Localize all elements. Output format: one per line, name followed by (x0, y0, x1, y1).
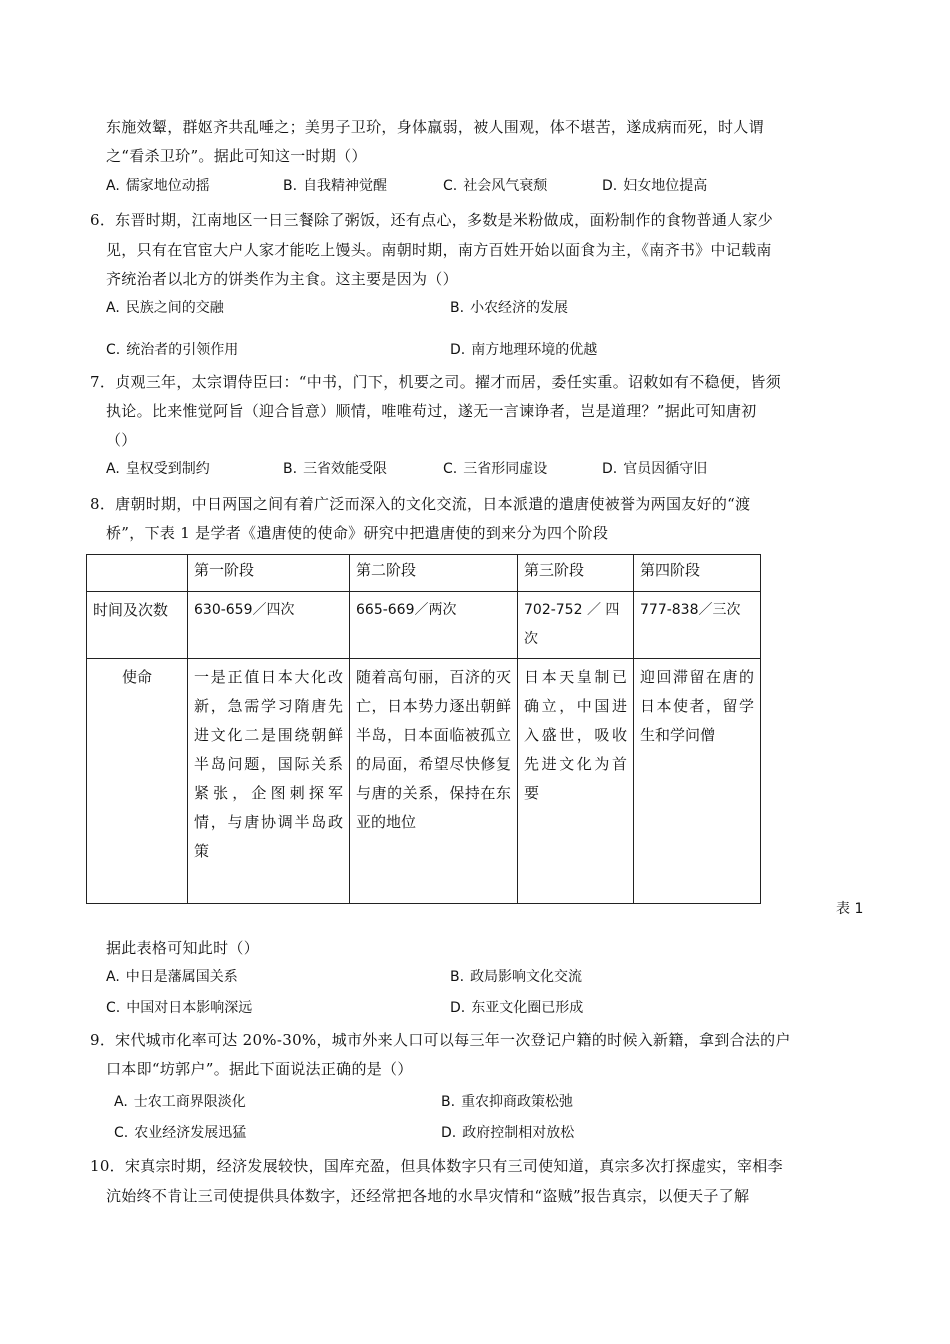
q9-option-c[interactable]: C. 农业经济发展迅猛 (114, 1125, 247, 1141)
q7-option-d[interactable]: D. 官员因循守旧 (602, 461, 708, 477)
q5-stem-line-2: 之“看杀卫玠”。据此可知这一时期（） (106, 147, 367, 165)
q9-option-d[interactable]: D. 政府控制相对放松 (441, 1125, 575, 1141)
q6-option-d[interactable]: D. 南方地理环境的优越 (450, 342, 598, 358)
table-cell: 630-659／四次 (188, 592, 350, 659)
table-header-stage-3: 第三阶段 (518, 555, 634, 592)
table-header-stage-4: 第四阶段 (634, 555, 761, 592)
table-cell: 随着高句丽，百济的灭亡，日本势力逐出朝鲜半岛，日本面临被孤立的局面，希望尽快修复与唐的关系，保持在东亚的地位 (350, 659, 518, 904)
q9-stem-line-2: 口本即“坊郭户”。据此下面说法正确的是（） (106, 1060, 413, 1078)
q8-option-b[interactable]: B. 政局影响文化交流 (450, 969, 583, 985)
q7-stem-line-1: 7．贞观三年，太宗谓侍臣曰：“中书，门下，机要之司。擢才而居，委任实重。诏敕如有不稳便，皆须 (90, 373, 782, 391)
q9-option-a[interactable]: A. 士农工商界限淡化 (114, 1094, 246, 1110)
table-caption: 表 1 (836, 901, 864, 917)
q5-option-d[interactable]: D. 妇女地位提高 (602, 178, 708, 194)
q7-stem-line-2: 执论。比来惟觉阿旨（迎合旨意）顺情，唯唯苟过，遂无一言谏诤者，岂是道理？”据此可知唐初 (106, 402, 757, 420)
q8-stem-line-2: 桥”，下表 1 是学者《遣唐使的使命》研究中把遣唐使的到来分为四个阶段 (106, 524, 609, 542)
q8-question: 据此表格可知此时（） (106, 939, 260, 957)
table-header-stage-2: 第二阶段 (350, 555, 518, 592)
q9-stem-line-1: 9．宋代城市化率可达 20%-30%，城市外来人口可以每三年一次登记户籍的时候入新籍，拿到合法的户 (90, 1031, 791, 1049)
q9-option-b[interactable]: B. 重农抑商政策松弛 (441, 1094, 574, 1110)
table-cell: 迎回滞留在唐的日本使者，留学生和学问僧 (634, 659, 761, 904)
table-cell: 777-838／三次 (634, 592, 761, 659)
q7-option-c[interactable]: C. 三省形同虚设 (443, 461, 548, 477)
table-row-mission (87, 659, 761, 904)
q6-stem-line-2: 见，只有在官宦大户人家才能吃上馒头。南朝时期，南方百姓开始以面食为主，《南齐书》中记载南 (106, 241, 772, 259)
q8-option-d[interactable]: D. 东亚文化圈已形成 (450, 1000, 584, 1016)
q8-option-a[interactable]: A. 中日是藩属国关系 (106, 969, 238, 985)
table-row-time (87, 592, 761, 659)
q6-stem-line-3: 齐统治者以北方的饼类作为主食。这主要是因为（） (106, 270, 458, 288)
row-label-time: 时间及次数 (87, 592, 188, 659)
table-header-row (87, 555, 761, 592)
q6-option-a[interactable]: A. 民族之间的交融 (106, 300, 224, 316)
q5-option-b[interactable]: B. 自我精神觉醒 (283, 178, 388, 194)
q7-stem-line-3: （） (106, 431, 137, 449)
table-header-empty (87, 555, 188, 592)
q10-stem-line-2: 沆始终不肯让三司使提供具体数字，还经常把各地的水旱灾情和“盗贼”报告真宗，以便天子了解 (106, 1187, 750, 1205)
q5-stem-line-1: 东施效颦，群妪齐共乱唾之；美男子卫玠，身体羸弱，被人围观，体不堪苦，遂成病而死，时人谓 (106, 118, 764, 136)
mission-table (86, 554, 761, 904)
q6-stem-line-1: 6．东晋时期，江南地区一日三餐除了粥饭，还有点心，多数是米粉做成，面粉制作的食物普通人家少 (90, 211, 774, 229)
q7-option-b[interactable]: B. 三省效能受限 (283, 461, 388, 477)
q8-stem-line-1: 8．唐朝时期，中日两国之间有着广泛而深入的文化交流，日本派遣的遣唐使被誉为两国友好的“渡 (90, 495, 751, 513)
table-cell: 665-669／两次 (350, 592, 518, 659)
q6-option-c[interactable]: C. 统治者的引领作用 (106, 342, 239, 358)
row-label-mission: 使命 (87, 659, 188, 904)
table-cell: 一是正值日本大化改新，急需学习隋唐先进文化二是围绕朝鲜半岛问题，国际关系紧张，企图刺探军情，与唐协调半岛政策 (188, 659, 350, 904)
table-cell: 702-752 ／ 四次 (518, 592, 634, 659)
table-cell: 日本天皇制已确立，中国进入盛世，吸收先进文化为首要 (518, 659, 634, 904)
q8-option-c[interactable]: C. 中国对日本影响深远 (106, 1000, 253, 1016)
q10-stem-line-1: 10．宋真宗时期，经济发展较快，国库充盈，但具体数字只有三司使知道，真宗多次打探虚实，宰相李 (90, 1157, 783, 1175)
q6-option-b[interactable]: B. 小农经济的发展 (450, 300, 569, 316)
q5-option-c[interactable]: C. 社会风气衰颓 (443, 178, 548, 194)
table-header-stage-1: 第一阶段 (188, 555, 350, 592)
q5-option-a[interactable]: A. 儒家地位动摇 (106, 178, 210, 194)
q7-option-a[interactable]: A. 皇权受到制约 (106, 461, 210, 477)
